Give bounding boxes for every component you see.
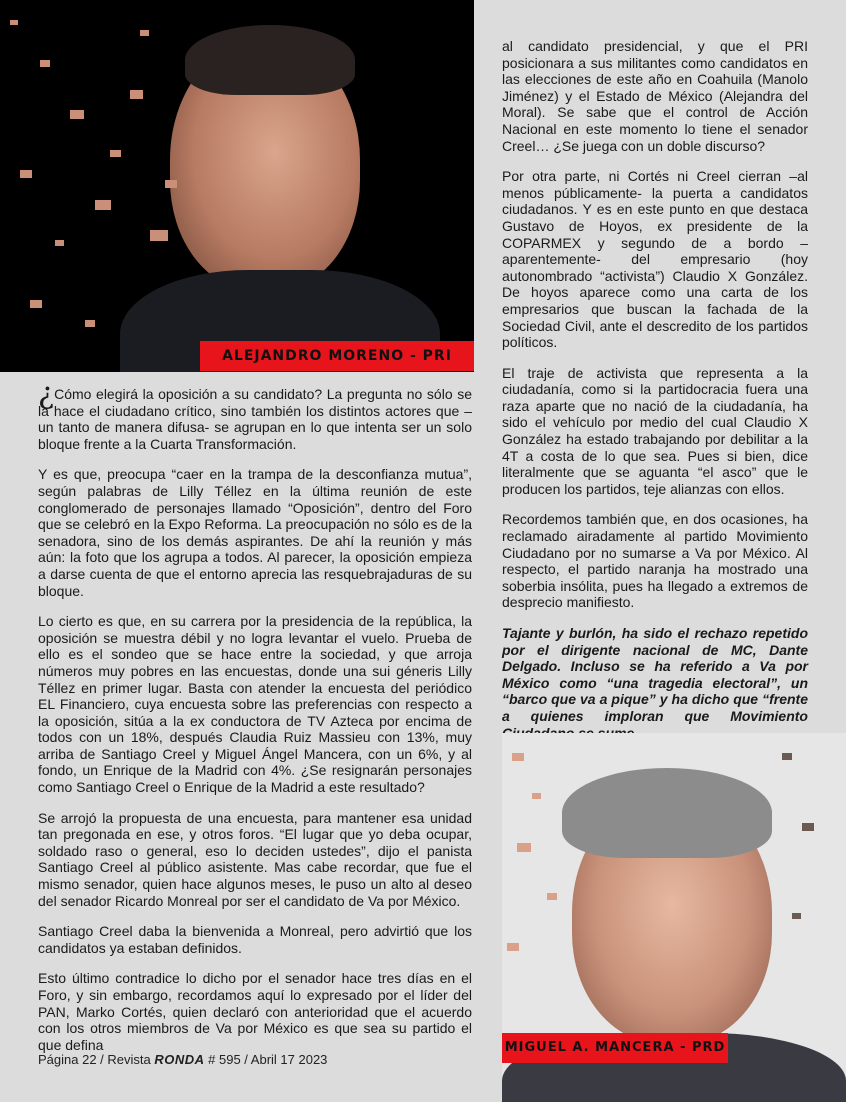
lead-question-mark: ¿	[38, 376, 55, 411]
paragraph: Santiago Creel daba la bienvenida a Monreal, pero advirtió que los candidatos ya estaban definidos.	[38, 923, 472, 956]
emphasized-paragraph: Tajante y burlón, ha sido el rechazo repetido por el dirigente nacional de MC, Dante Delgado. Incluso se ha referido a Va por México como “una tragedia electoral”, un “barco que va a pique” y ha dicho que “frente a quienes imploran que Movimiento	[502, 625, 808, 724]
magazine-brand: RONDA	[154, 1052, 205, 1067]
paragraph: ¿Cómo elegirá la oposición a su candidato? La pregunta no sólo se la hace el ciudadano crítico, sino también los distintos actores que –un tanto de manera difusa- se agrupan en lo que intenta ser un solo bloque frente a la Cuarta Transformación.	[38, 376, 472, 452]
photo-alejandro-moreno	[0, 0, 474, 372]
paragraph: Por otra parte, ni Cortés ni Creel cierran –al menos públicamente- la puerta a candidatos ciudadanos. Y es en este punto en que destaca Gustavo de Hoyos, ex presidente de la COPARMEX y segundo de a bordo –aparentemente- del empresario (hoy autonombrado “activista”) Claudio X González. De hoyos aparece como una carta de los empresarios que buscan la fachada de la Sociedad Civil, ante el descredito de los partidos políticos.	[502, 168, 808, 351]
photo-caption-bottom: MIGUEL A. MANCERA - PRD	[502, 1033, 728, 1063]
page-footer: Página 22 / Revista RONDA # 595 / Abril 17 2023	[38, 1052, 328, 1067]
paragraph: Y es que, preocupa “caer en la trampa de la desconfianza mutua”, según palabras de Lilly Téllez en la última reunión de este conglomerado de personajes llamado “Oposición”, dentro del Foro que se celebró en la Expo Reforma. La preocupación no sólo es de la senadora, sino de los demás aspirantes. De ahí la reunión y más aún: la foto que los agrupa a todos. Al parecer, la oposición empieza a darse cuenta de que el entorno aprecia las resquebrajaduras de su bloque.	[38, 466, 472, 599]
portrait-hair	[185, 25, 355, 95]
portrait-hair	[562, 768, 772, 858]
paragraph: Se arrojó la propuesta de una encuesta, para mantener esa unidad tan pregonada en ese, y otros foros. “El lugar que yo deba ocupar, soldado raso o general, eso lo deciden ustedes”, dijo el panista Santiago Creel al público asistente. Mas cabe recordar, que fue el mismo senador, quien hace algunos meses, le puso un alto al deseo del senador Ricardo Monreal por ser el candidato de Va por México.	[38, 809, 472, 909]
paragraph: al candidato presidencial, y que el PRI posicionara a sus militantes como candidatos en las elecciones de este año en Coahuila (Manolo Jiménez) y el Estado de México (Alejandra del Moral). Se sabe que el control de Acción Nacional en este momento lo tiene el senador Creel… ¿Se juega con un doble discurso?	[502, 38, 808, 154]
paragraph: El traje de activista que representa a la ciudadanía, como si la partidocracia fuera una raza aparte que no nació de la ciudadanía, ha sido el vehículo por medio del cual Claudio X González ha estado trabajando por debilitar a la 4T a costa de lo que sea. Pues si bien, dice literalmente que se aguanta “el asco” que le producen los partidos, teje alianzas con ellos.	[502, 364, 808, 497]
paragraph: Recordemos también que, en dos ocasiones, ha reclamado airadamente al partido Movimiento Ciudadano por no sumarse a Va por México. Al respecto, el partido naranja ha mostrado una soberbia insólita, pues ha llegado a extremos de desprecio manifiesto.	[502, 511, 808, 611]
left-column	[38, 376, 472, 1067]
right-column	[502, 38, 808, 755]
paragraph: Lo cierto es que, en su carrera por la presidencia de la república, la oposición se muestra débil y no logra levantar el vuelo. Prueba de ello es el sondeo que se hace entre la sociedad, y que arroja números muy pobres en las encuestas, donde una sui géneris Lilly Téllez en primer lugar. Basta con atender la encuesta del periódico EL Financiero, cuya encuesta sobre las preferencias con respecto a la oposición, sitúa a la ex conductora de TV Azteca por encima de todos con un 18%, después Claudia Ruiz Massieu con 13%, muy arriba de Santiago Creel y Miguel Ángel Mancera, con un 6%, y al fondo, un Enrique de la Madrid con 4%. ¿Se resignarán personajes como Santiago Creel o Enrique de la Madrid a este resultado?	[38, 613, 472, 796]
paragraph: Esto último contradice lo dicho por el senador hace tres días en el Foro, y sin embargo, recordamos aquí lo expresado por el líder del PAN, Marko Cortés, quien declaró con anterioridad que el acuerdo con los otros miembros de Va por México es que sea su partido el que defina	[38, 970, 472, 1053]
photo-caption-top: ALEJANDRO MORENO - PRI	[200, 341, 474, 371]
